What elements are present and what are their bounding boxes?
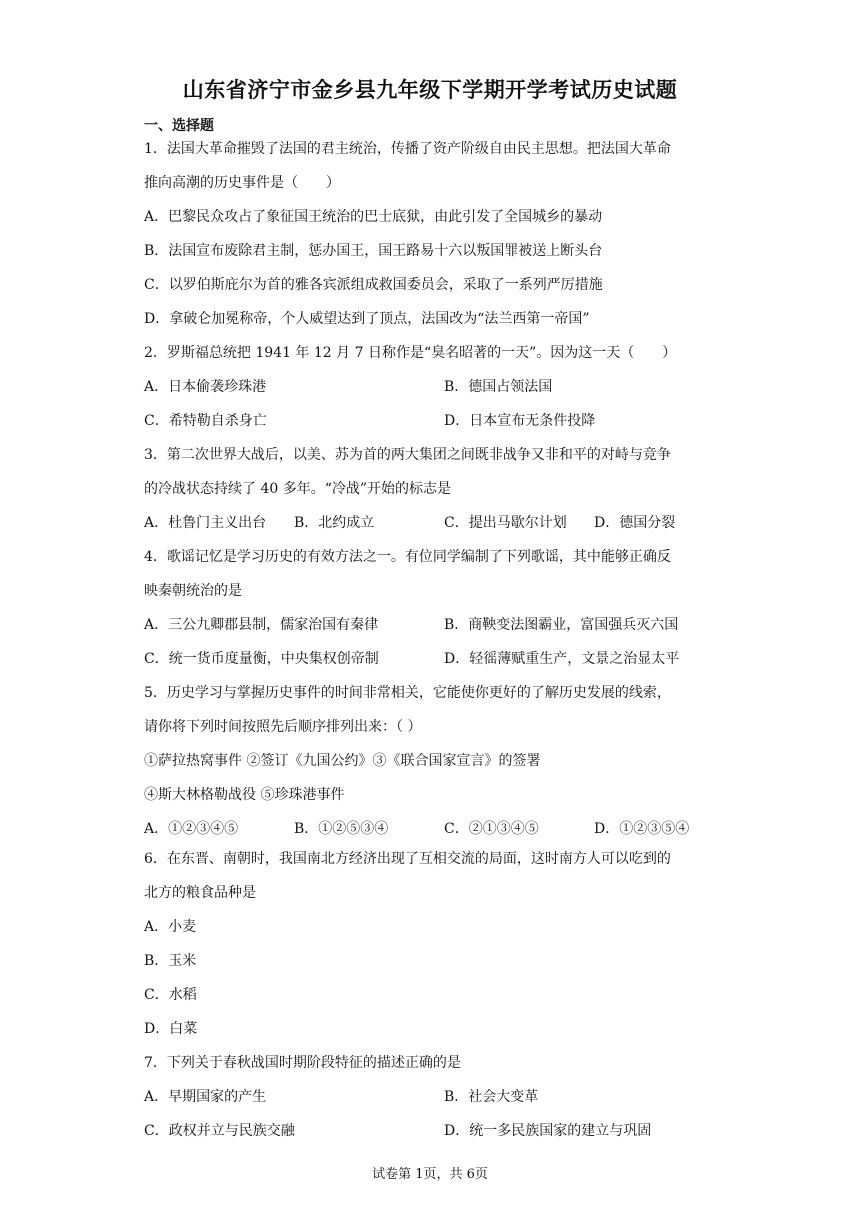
option-c: C．政权并立与民族交融 xyxy=(144,1123,295,1139)
option-b: B．①②⑤③④ xyxy=(294,821,389,837)
option-c: C．希特勒自杀身亡 xyxy=(144,413,267,429)
option-d: D．白菜 xyxy=(144,1021,198,1037)
option-a: A．日本偷袭珍珠港 xyxy=(144,379,267,395)
question-6 xyxy=(144,842,719,1046)
option-d: D．轻徭薄赋重生产，文景之治显太平 xyxy=(444,651,680,667)
page-title: 山东省济宁市金乡县九年级下学期开学考试历史试题 xyxy=(182,78,678,102)
page-footer: 试卷第 1页，共 6页 xyxy=(372,1167,488,1182)
question-5 xyxy=(144,676,719,846)
question-stem: 4．歌谣记忆是学习历史的有效方法之一。有位同学编制了下列歌谣，其中能够正确反 xyxy=(144,549,671,565)
option-d: D．日本宣布无条件投降 xyxy=(444,413,596,429)
option-d: D．拿破仑加冕称帝，个人威望达到了顶点，法国改为“法兰西第一帝国” xyxy=(144,311,590,327)
question-stem: 7．下列关于春秋战国时期阶段特征的描述正确的是 xyxy=(144,1055,461,1071)
option-d: D．①②③⑤④ xyxy=(594,821,690,837)
option-c: C．以罗伯斯庇尔为首的雅各宾派组成救国委员会，采取了一系列严厉措施 xyxy=(144,277,603,293)
question-stem: 请你将下列时间按照先后顺序排列出来：（ ） xyxy=(144,719,422,735)
option-a: A．巴黎民众攻占了象征国王统治的巴士底狱，由此引发了全国城乡的暴动 xyxy=(144,209,603,225)
question-stem: 的冷战状态持续了 40 多年。“冷战”开始的标志是 xyxy=(144,481,452,497)
question-7 xyxy=(144,1046,719,1148)
question-stem: 推向高潮的历史事件是（ ） xyxy=(144,175,340,191)
option-d: D．统一多民族国家的建立与巩固 xyxy=(444,1123,652,1139)
question-stem: 6．在东晋、南朝时，我国南北方经济出现了互相交流的局面，这时南方人可以吃到的 xyxy=(144,851,671,867)
option-b: B．北约成立 xyxy=(294,515,375,531)
question-2 xyxy=(144,336,719,438)
question-stem: 3．第二次世界大战后，以美、苏为首的两大集团之间既非战争又非和平的对峙与竞争 xyxy=(144,447,671,463)
question-3 xyxy=(144,438,719,540)
option-a: A．小麦 xyxy=(144,919,197,935)
option-c: C．水稻 xyxy=(144,987,197,1003)
question-stem: ④斯大林格勒战役 ⑤珍珠港事件 xyxy=(144,787,345,803)
option-a: A．早期国家的产生 xyxy=(144,1089,267,1105)
question-stem: ①萨拉热窝事件 ②签订《九国公约》③《联合国家宣言》的签署 xyxy=(144,753,541,769)
option-b: B．法国宣布废除君主制，惩办国王，国王路易十六以叛国罪被送上断头台 xyxy=(144,243,603,259)
question-4 xyxy=(144,540,719,676)
option-d: D．德国分裂 xyxy=(594,515,676,531)
option-b: B．德国占领法国 xyxy=(444,379,553,395)
option-c: C．统一货币度量衡，中央集权创帝制 xyxy=(144,651,379,667)
option-c: C．②①③④⑤ xyxy=(444,821,539,837)
question-stem: 5．历史学习与掌握历史事件的时间非常相关，它能使你更好的了解历史发展的线索， xyxy=(144,685,671,701)
option-a: A．三公九卿郡县制，儒家治国有秦律 xyxy=(144,617,379,633)
question-stem: 2．罗斯福总统把 1941 年 12 月 7 日称作是“臭名昭著的一天”。因为这一天（ ） xyxy=(144,345,677,361)
section-heading: 一、选择题 xyxy=(144,118,214,134)
question-stem: 映秦朝统治的是 xyxy=(144,583,242,599)
option-b: B．商鞅变法图霸业，富国强兵灭六国 xyxy=(444,617,679,633)
question-stem: 1．法国大革命摧毁了法国的君主统治，传播了资产阶级自由民主思想。把法国大革命 xyxy=(144,141,671,157)
option-b: B．玉米 xyxy=(144,953,197,969)
option-c: C．提出马歇尔计划 xyxy=(444,515,567,531)
option-b: B．社会大变革 xyxy=(444,1089,539,1105)
question-1 xyxy=(144,132,719,336)
option-a: A．①②③④⑤ xyxy=(144,821,239,837)
question-stem: 北方的粮食品种是 xyxy=(144,885,256,901)
option-a: A．杜鲁门主义出台 xyxy=(144,515,267,531)
